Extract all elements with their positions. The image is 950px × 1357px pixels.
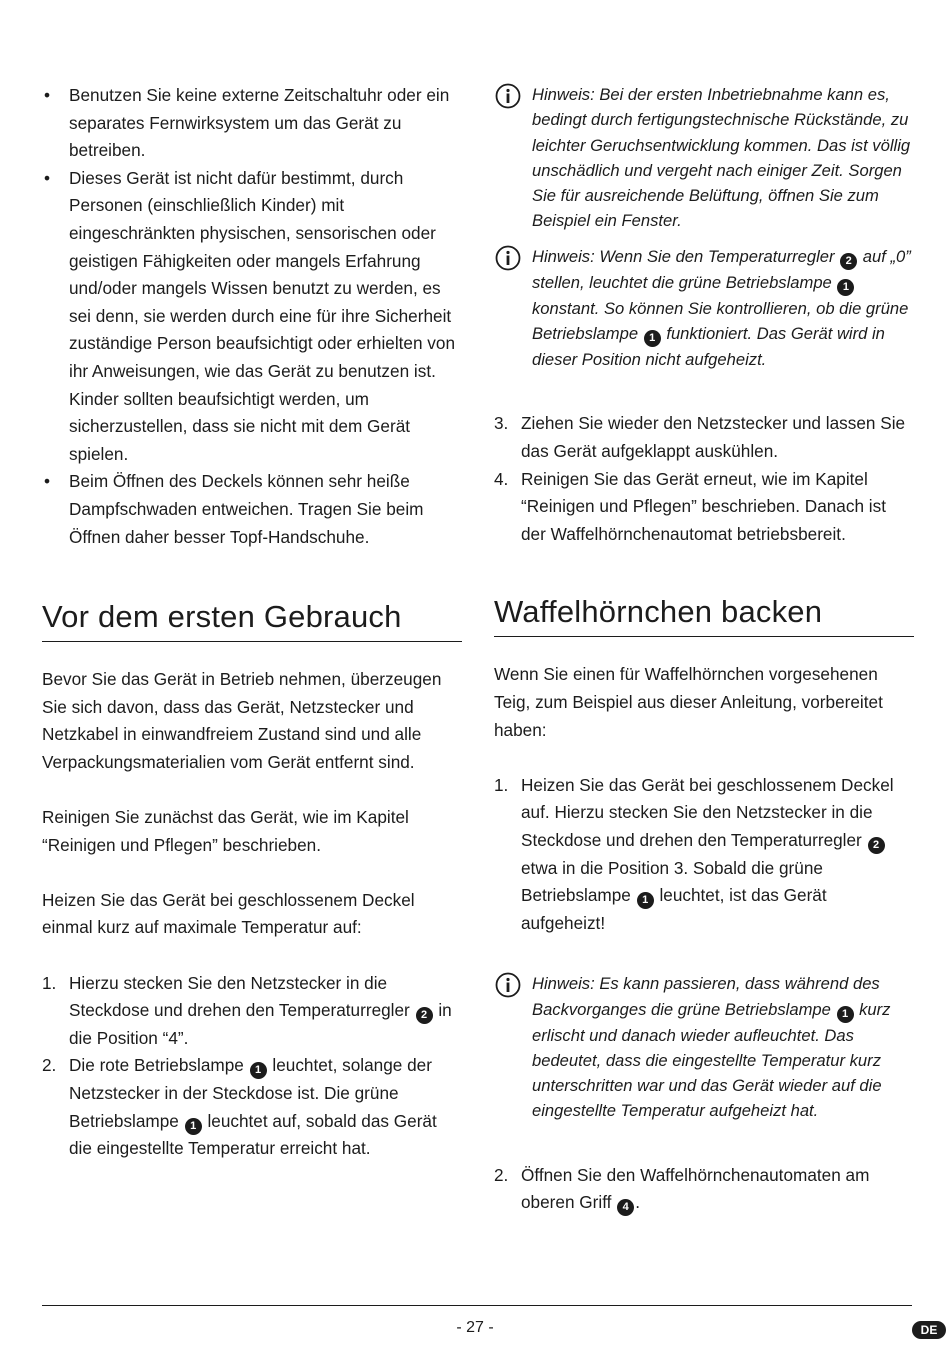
note-text: Hinweis: Es kann passieren, dass während des Backvorganges die grüne Betriebslampe [532,974,880,1019]
bullet-marker: • [44,85,51,105]
right-column [494,82,914,1217]
step-text: leuchtet, solange der Netzstecker in der Steckdose ist. Die grüne Betriebslampe [69,1055,432,1131]
step-number: 4. [494,468,509,489]
list-item [494,466,914,549]
part-number-badge: 2 [416,1007,433,1024]
list-item [42,970,462,1053]
info-icon [495,972,521,998]
note-text: kurz erlischt und danach wieder aufleuchtet. Das bedeutet, dass die eingestellte Temperatur kurz unterschritten war und das Gerät wieder auf die eingestellte Temperatur aufgeheizt hat. [532,999,891,1121]
step-number: 3. [494,413,509,434]
bullet-marker: • [44,167,51,188]
language-badge: DE [912,1321,946,1339]
note-text: Hinweis: Wenn Sie den Temperaturregler [532,246,835,266]
list-item [42,468,462,551]
step-text: leuchtet, ist das Gerät aufgeheizt! [521,885,827,933]
step-text: Die rote Betriebslampe [69,1055,244,1076]
section-heading: Waffelhörnchen backen [494,592,914,637]
footer-divider [42,1305,912,1306]
part-number-badge: 1 [644,330,661,347]
note-box [494,82,914,234]
step-text: Hierzu stecken Sie den Netzstecker in die Steckdose und drehen den Temperaturregler [69,972,410,1021]
note-box [494,244,914,373]
note-text: auf „0” stellen, leuchtet die grüne Betriebslampe [532,246,911,292]
list-item [42,165,462,469]
step-text: in die Position “4”. [69,1000,452,1048]
step-text: Heizen Sie das Gerät bei geschlossenem Deckel auf. Hierzu stecken Sie den Netzstecker in die Steckdose und drehen den Temperaturregler [521,774,894,850]
part-number-badge: 2 [840,253,857,270]
note-text: funktioniert. Das Gerät wird in dieser Position nicht aufgeheizt. [532,324,885,370]
bullet-text: Beim Öffnen des Deckels können sehr heiße Dampfschwaden entweichen. Tragen Sie beim Öffnen daher besser Topf-Handschuhe. [69,471,424,547]
page-number: - 27 - [456,1319,494,1336]
left-column [42,82,462,1163]
list-item [42,82,462,165]
note-box [494,971,914,1123]
info-icon [495,245,521,271]
step-number: 2. [494,1164,509,1185]
step-text: . [635,1192,641,1213]
step-text: Öffnen Sie den Waffelhörnchenautomaten am oberen Griff [521,1164,870,1213]
bullet-text: Dieses Gerät ist nicht dafür bestimmt, durch Personen (einschließlich Kinder) mit eingeschränkten physischen, sensorischen oder geistigen Fähigkeiten oder mangels Erfahrung und/oder mangels Wissen benutzt zu werden, es sei denn, sie werden durch eine für ihre Sicherheit zuständige Person beaufsichtigt oder erhielten von ihr Anweisungen, wie das Gerät zu benutzen ist. Kinder sollten beaufsichtigt werden, um sicherzustellen, dass sie nicht mit dem Gerät spielen. [69,167,456,464]
paragraph: Heizen Sie das Gerät bei geschlossenem Deckel einmal kurz auf maximale Temperatur auf: [42,889,415,938]
step-number: 2. [42,1055,57,1076]
part-number-badge: 1 [637,892,654,909]
part-number-badge: 1 [837,279,854,296]
bullet-marker: • [44,471,51,492]
part-number-badge: 4 [617,1199,634,1216]
note-text: konstant. So können Sie kontrollieren, ob die grüne Betriebslampe [532,298,909,344]
note-text: Hinweis: Bei der ersten Inbetriebnahme kann es, bedingt durch fertigungstechnische Rückstände, zu leichter Geruchsentwicklung kommen. Das ist völlig unschädlich und vergeht nach einiger Zeit. Sorgen Sie für ausreichende Belüftung, öffnen Sie zum Beispiel ein Fenster. [532,85,911,231]
bullet-text: Benutzen Sie keine externe Zeitschaltuhr oder ein separates Fernwirksystem um das Gerät zu betreiben. [69,85,450,161]
step-text: Ziehen Sie wieder den Netzstecker und lassen Sie das Gerät aufgeklappt auskühlen. [521,413,906,461]
part-number-badge: 1 [250,1062,267,1079]
list-item [494,410,914,465]
paragraph: Wenn Sie einen für Waffelhörnchen vorgesehenen Teig, zum Beispiel aus dieser Anleitung, vorbereitet haben: [494,664,883,740]
list-item [494,1162,914,1217]
step-number: 1. [494,774,509,795]
section-heading: Vor dem ersten Gebrauch [42,597,462,642]
part-number-badge: 1 [185,1118,202,1135]
part-number-badge: 1 [837,1006,854,1023]
list-item [494,772,914,938]
step-number: 1. [42,972,57,993]
step-text: leuchtet auf, sobald das Gerät die eingestellte Temperatur erreicht hat. [69,1110,437,1159]
paragraph: Reinigen Sie zunächst das Gerät, wie im Kapitel “Reinigen und Pflegen” beschrieben. [42,807,409,855]
paragraph: Bevor Sie das Gerät in Betrieb nehmen, überzeugen Sie sich davon, dass das Gerät, Netzstecker und Netzkabel in einwandfreiem Zustand sind und alle Verpackungsmaterialien vom Gerät entfernt sind. [42,669,442,772]
info-icon [495,83,521,109]
step-text: etwa in die Position 3. Sobald die grüne Betriebslampe [521,857,823,906]
part-number-badge: 2 [868,837,885,854]
step-text: Reinigen Sie das Gerät erneut, wie im Kapitel “Reinigen und Pflegen” beschrieben. Danach ist der Waffelhörnchenautomat betriebsbereit. [521,468,886,544]
list-item [42,1052,462,1162]
